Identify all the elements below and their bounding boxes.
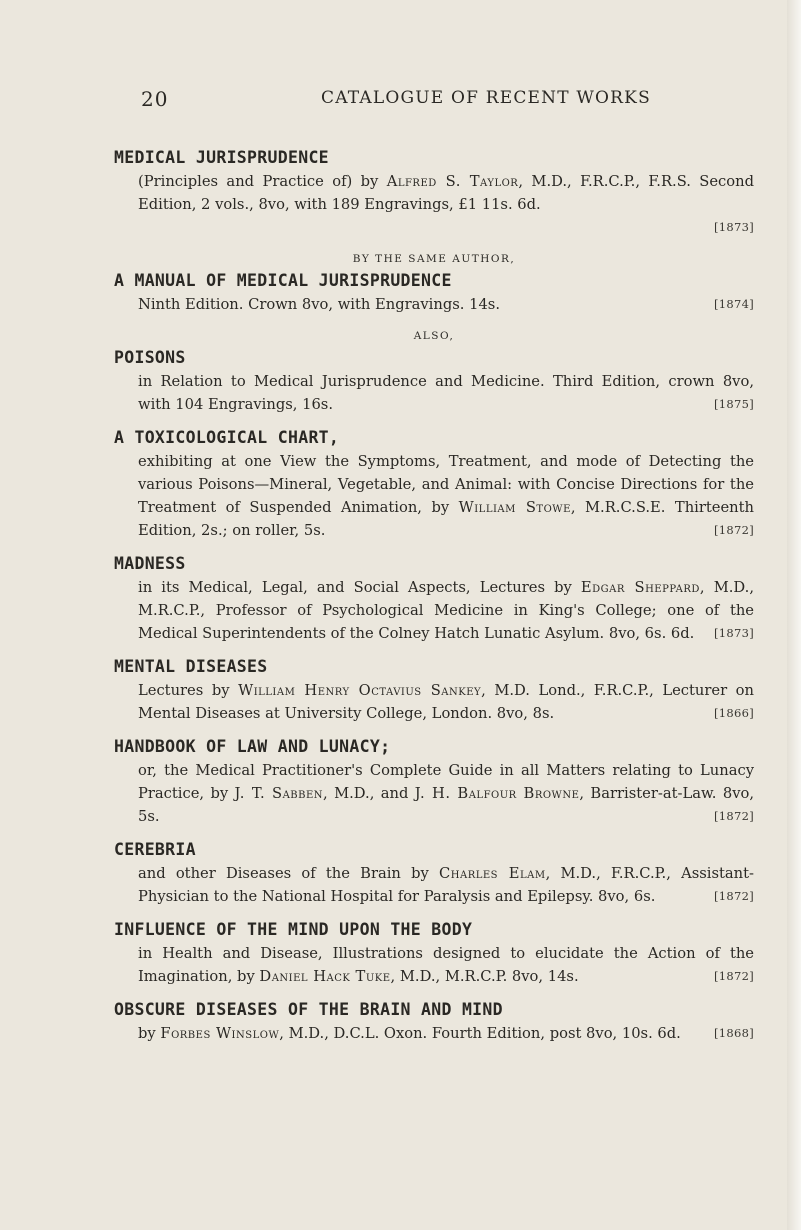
entry-connector: BY THE SAME AUTHOR,: [352, 253, 516, 265]
catalogue-entry: [114, 838, 754, 908]
entry-text: , M.D., and: [323, 785, 415, 802]
entry-title: HANDBOOK OF LAW AND LUNACY;: [114, 737, 391, 756]
entry-author: William Stowe: [458, 499, 571, 516]
entry-author: Edgar Sheppard: [580, 579, 700, 596]
entry-title: CEREBRIA: [114, 840, 196, 859]
entry-description: [114, 759, 754, 828]
entry-title: OBSCURE DISEASES OF THE BRAIN AND MIND: [114, 1000, 503, 1019]
entry-title: INFLUENCE OF THE MIND UPON THE BODY: [114, 920, 473, 939]
catalogue-entry: [114, 249, 754, 316]
catalogue-entry: [114, 146, 754, 239]
catalogue-entry: [114, 426, 754, 542]
entry-text: or, the Medical Practitioner's Complete Guide in all Matters relating to Lunacy Practice, by: [138, 762, 754, 802]
entry-text: in Health and Disease, Illustrations designed to elucidate the Action of the Imagination, by: [138, 945, 754, 985]
catalogue-entry: [114, 998, 754, 1045]
entry-year: [1872]: [713, 969, 754, 983]
entry-text: , M.D. Lond., F.R.C.P., Lecturer on Mental Diseases at University College, London. 8vo, 8s.: [138, 682, 754, 722]
catalogue-entry: [114, 326, 754, 416]
entry-text: , M.R.C.S.E. Thirteenth Edition, 2s.; on roller, 5s.: [138, 499, 754, 539]
entry-description: [114, 370, 754, 416]
entry-year: [1872]: [713, 523, 754, 537]
catalogue-entry: [114, 735, 754, 828]
entry-text: , M.D., M.R.C.P. 8vo, 14s.: [390, 968, 579, 985]
entry-title: A TOXICOLOGICAL CHART,: [114, 428, 340, 447]
entry-text: by: [138, 1025, 161, 1042]
entry-year: [1872]: [713, 889, 754, 903]
entry-year: [1874]: [713, 297, 754, 311]
page-number: 20: [141, 87, 169, 111]
catalogue-entry: [114, 655, 754, 725]
entry-title: POISONS: [114, 348, 186, 367]
entry-description: [114, 576, 754, 645]
page-edge-shadow: [787, 0, 801, 1230]
entry-description: [114, 1022, 754, 1045]
entry-connector: ALSO,: [413, 330, 455, 342]
entry-text: exhibiting at one View the Symptoms, Treatment, and mode of Detecting the various Poisons—Mineral, Vegetable, and Animal: with Concise Directions for the Treatment of Suspended Animation, by: [138, 453, 754, 516]
entry-year: [1872]: [713, 809, 754, 823]
entry-text: in Relation to Medical Jurisprudence and Medicine. Third Edition, crown 8vo, with 104 Engravings, 16s.: [138, 373, 754, 413]
entry-description: [114, 679, 754, 725]
entry-text: and other Diseases of the Brain by: [138, 865, 440, 882]
entry-description: [114, 862, 754, 908]
entry-text: , M.D., M.R.C.P., Professor of Psychological Medicine in King's College; one of the Medical Superintendents of the Colney Hatch Lunatic Asylum. 8vo, 6s. 6d.: [138, 579, 754, 642]
entry-text: , M.D., F.R.C.P., F.R.S. Second Edition, 2 vols., 8vo, with 189 Engravings, £1 11s. 6d.: [138, 173, 754, 213]
entry-year: [1873]: [713, 626, 754, 640]
entry-author: J. H. Balfour Browne: [414, 785, 580, 802]
entry-title: MADNESS: [114, 554, 186, 573]
entry-author: Charles Elam: [439, 865, 546, 882]
entry-year: [1866]: [713, 706, 754, 720]
catalogue-entry: [114, 918, 754, 988]
entry-year: [1875]: [713, 397, 754, 411]
entry-title: MENTAL DISEASES: [114, 657, 268, 676]
entry-description: [114, 170, 754, 239]
entry-title: MEDICAL JURISPRUDENCE: [114, 148, 329, 167]
entry-text: , Barrister-at-Law. 8vo, 5s.: [138, 785, 754, 825]
entry-text: Lectures by: [138, 682, 239, 699]
entry-author: Forbes Winslow: [160, 1025, 280, 1042]
entry-title: A MANUAL OF MEDICAL JURISPRUDENCE: [114, 271, 452, 290]
entry-description: [114, 293, 754, 316]
entry-text: (Principles and Practice of) by: [138, 173, 387, 190]
entry-author: Alfred S. Taylor: [386, 173, 519, 190]
entry-text: Ninth Edition. Crown 8vo, with Engravings. 14s.: [138, 296, 501, 313]
entry-text: , M.D., D.C.L. Oxon. Fourth Edition, post 8vo, 10s. 6d.: [279, 1025, 681, 1042]
entry-description: [114, 942, 754, 988]
entry-text: in its Medical, Legal, and Social Aspects, Lectures by: [138, 579, 581, 596]
running-head: CATALOGUE OF RECENT WORKS: [321, 88, 651, 108]
entry-description: [114, 450, 754, 542]
catalogue-entries: [114, 146, 754, 1055]
catalogue-entry: [114, 552, 754, 645]
page-header: [141, 87, 781, 115]
entry-text: , M.D., F.R.C.P., Assistant-Physician to the National Hospital for Paralysis and Epilepsy. 8vo, 6s.: [138, 865, 755, 905]
entry-year: [1873]: [713, 220, 754, 234]
entry-author: Daniel Hack Tuke: [259, 968, 391, 985]
entry-year: [1868]: [713, 1026, 754, 1040]
entry-author: J. T. Sabben: [234, 785, 324, 802]
entry-author: William Henry Octavius Sankey: [238, 682, 482, 699]
